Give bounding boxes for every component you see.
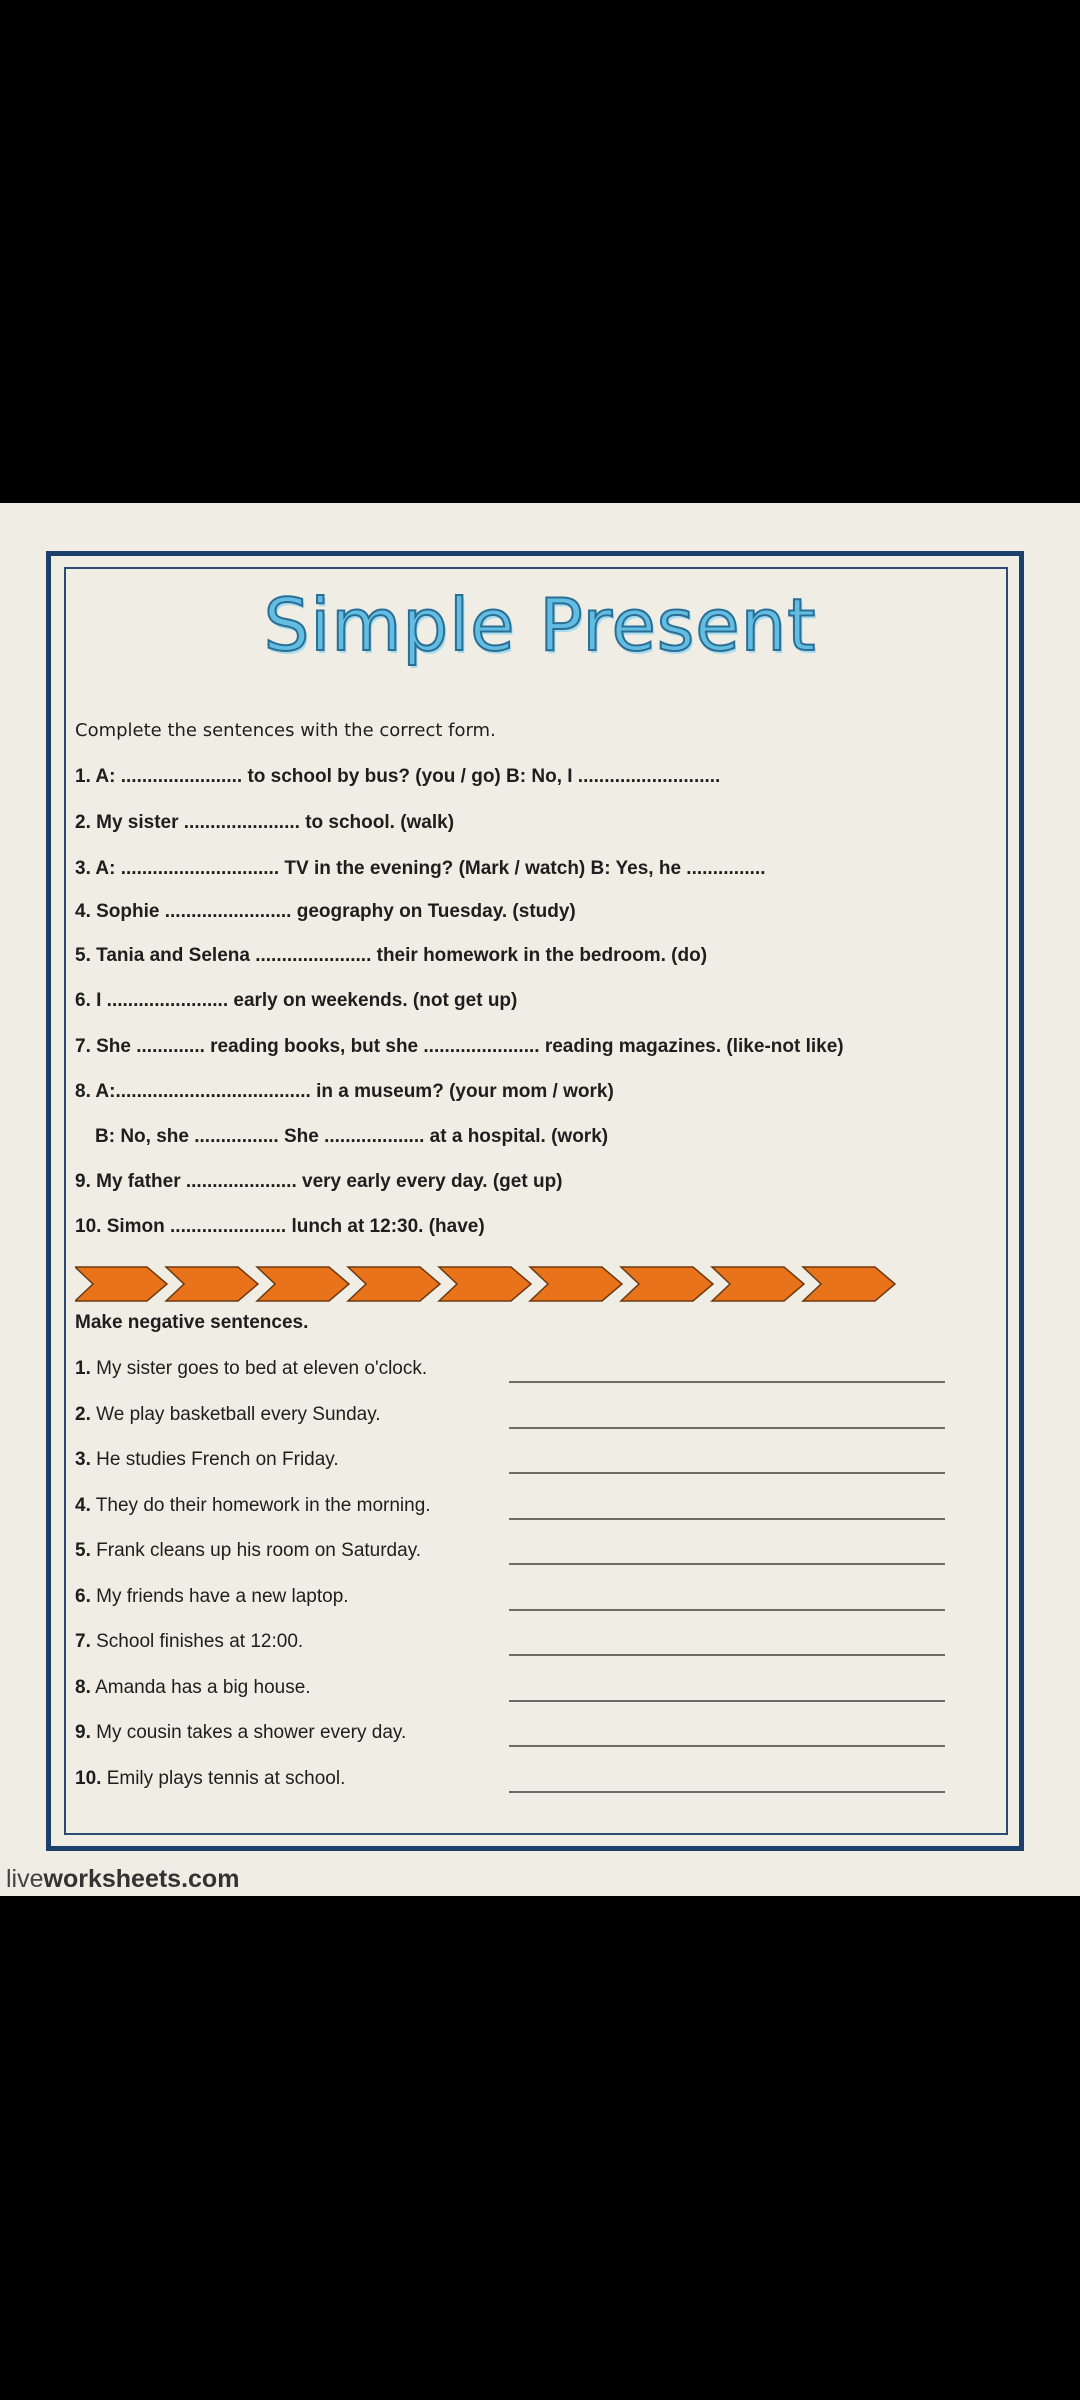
item-number: 4. xyxy=(75,1494,91,1516)
fill-in-item: 5. Tania and Selena ...................... their homework in the bedroom. (do) xyxy=(75,945,708,966)
arrow-divider xyxy=(75,1265,915,1303)
item-text: He studies French on Friday. xyxy=(90,1449,339,1470)
item-text: We play basketball every Sunday. xyxy=(90,1403,381,1425)
negative-item xyxy=(75,1539,421,1563)
item-number: 6. xyxy=(75,1585,91,1607)
fill-in-item: 7. She ............. reading books, but she ...................... reading magazines. (like-not like) xyxy=(75,1036,844,1057)
item-text: Amanda has a big house. xyxy=(90,1676,311,1698)
answer-line[interactable] xyxy=(509,1518,945,1520)
item-number: 9. xyxy=(75,1722,91,1743)
chevron-arrow xyxy=(621,1267,713,1301)
item-text: My cousin takes a shower every day. xyxy=(90,1722,407,1743)
fill-in-item: 3. A: .............................. TV in the evening? (Mark / watch) B: Yes, he ............... xyxy=(75,858,766,879)
answer-line[interactable] xyxy=(509,1472,945,1474)
chevron-arrow xyxy=(75,1267,167,1301)
part1-instruction: Complete the sentences with the correct form. xyxy=(75,720,496,741)
item-text: They do their homework in the morning. xyxy=(90,1494,431,1516)
chevron-arrow xyxy=(530,1267,622,1301)
worksheet xyxy=(0,503,1080,1896)
fill-in-item: 6. I ....................... early on weekends. (not get up) xyxy=(75,990,518,1011)
item-text: School finishes at 12:00. xyxy=(90,1631,304,1652)
item-number: 5. xyxy=(75,1540,91,1561)
negative-item xyxy=(75,1676,311,1700)
negative-item xyxy=(75,1767,345,1791)
chevron-arrow xyxy=(712,1267,804,1301)
negative-item xyxy=(75,1448,339,1472)
answer-line[interactable] xyxy=(509,1791,945,1793)
fill-in-item: 2. My sister ...................... to school. (walk) xyxy=(75,812,455,833)
answer-line[interactable] xyxy=(509,1381,945,1383)
item-number: 1. xyxy=(75,1358,91,1379)
footer-light: live xyxy=(6,1865,44,1893)
fill-in-item: 8. A:..................................... in a museum? (your mom / work) xyxy=(75,1081,614,1102)
chevron-arrow xyxy=(348,1267,440,1301)
item-number: 7. xyxy=(75,1631,91,1652)
answer-line[interactable] xyxy=(509,1563,945,1565)
item-number: 2. xyxy=(75,1403,91,1425)
negative-item xyxy=(75,1721,406,1745)
negative-item xyxy=(75,1585,349,1609)
answer-line[interactable] xyxy=(509,1745,945,1747)
chevron-arrow xyxy=(439,1267,531,1301)
item-text: My friends have a new laptop. xyxy=(90,1585,349,1607)
chevron-arrow xyxy=(166,1267,258,1301)
answer-line[interactable] xyxy=(509,1427,945,1429)
fill-in-item: 1. A: ....................... to school by bus? (you / go) B: No, I ........................... xyxy=(75,766,721,787)
item-text: Emily plays tennis at school. xyxy=(101,1767,346,1789)
part2-instruction: Make negative sentences. xyxy=(75,1312,309,1333)
item-number: 10. xyxy=(75,1767,102,1789)
fill-in-item: 4. Sophie ........................ geography on Tuesday. (study) xyxy=(75,901,576,922)
fill-in-item: 9. My father ..................... very early every day. (get up) xyxy=(75,1171,563,1192)
fill-in-item: B: No, she ................ She ................... at a hospital. (work) xyxy=(95,1126,609,1147)
item-number: 8. xyxy=(75,1676,91,1698)
worksheet-title: Simple Present xyxy=(263,583,817,667)
negative-item xyxy=(75,1630,303,1654)
chevron-arrow xyxy=(803,1267,895,1301)
negative-item xyxy=(75,1357,427,1381)
item-text: Frank cleans up his room on Saturday. xyxy=(90,1540,422,1561)
answer-line[interactable] xyxy=(509,1609,945,1611)
footer-bold: worksheets.com xyxy=(43,1865,240,1893)
answer-line[interactable] xyxy=(509,1654,945,1656)
answer-line[interactable] xyxy=(509,1700,945,1702)
negative-item xyxy=(75,1403,381,1427)
liveworksheets-logo xyxy=(6,1865,239,1894)
item-text: My sister goes to bed at eleven o'clock. xyxy=(90,1358,428,1379)
negative-item xyxy=(75,1494,431,1518)
item-number: 3. xyxy=(75,1449,91,1470)
fill-in-item: 10. Simon ...................... lunch at 12:30. (have) xyxy=(75,1216,485,1237)
chevron-arrow xyxy=(257,1267,349,1301)
